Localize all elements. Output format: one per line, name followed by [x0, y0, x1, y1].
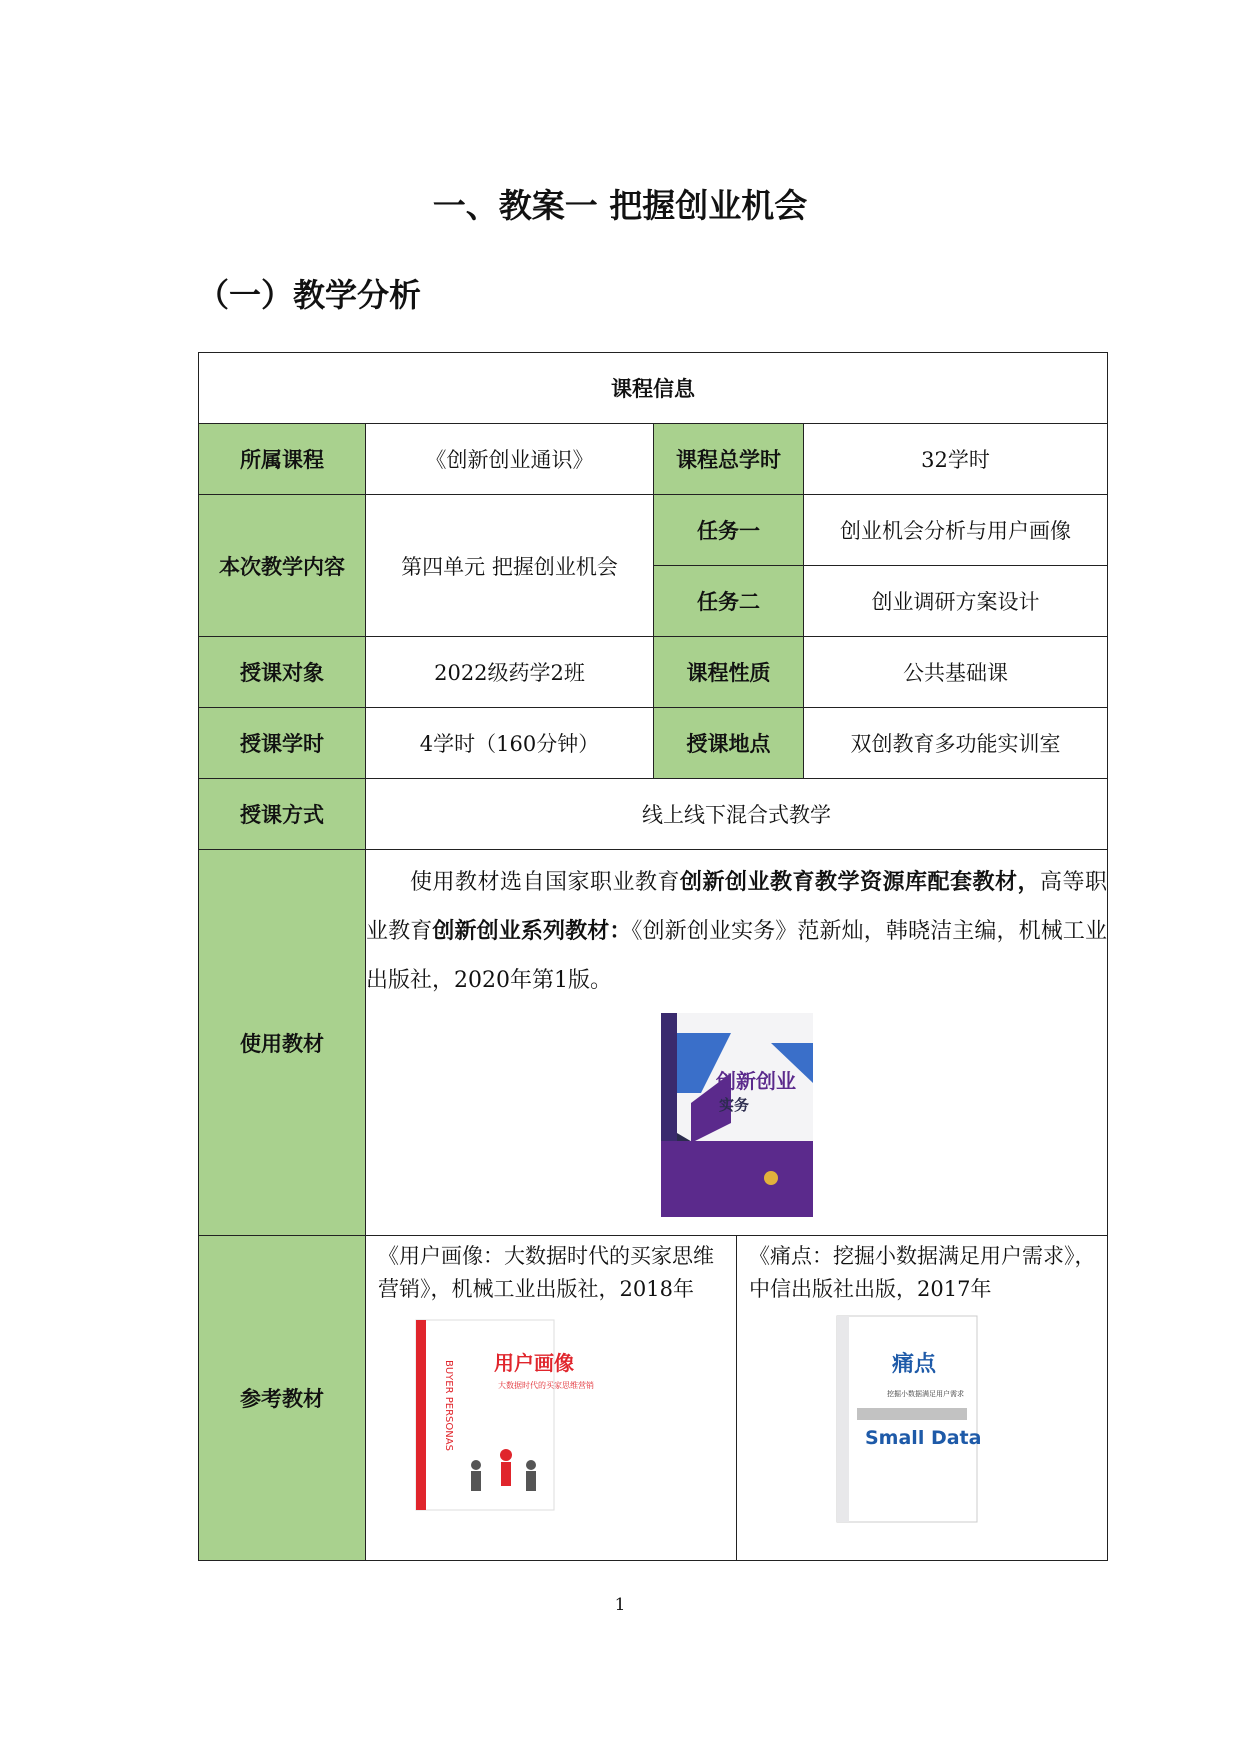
- place-value: 双创教育多功能实训室: [804, 708, 1108, 779]
- target-label: 授课对象: [199, 637, 366, 708]
- svg-text:痛点: 痛点: [892, 1352, 937, 1377]
- place-label: 授课地点: [654, 708, 804, 779]
- svg-text:BUYER PERSONAS: BUYER PERSONAS: [443, 1360, 454, 1451]
- ref2-book-cover: [837, 1316, 982, 1522]
- task1-label: 任务一: [654, 495, 804, 566]
- reference-book-2: [737, 1236, 1108, 1560]
- course-value: 《创新创业通识》: [366, 424, 654, 495]
- svg-text:实务: 实务: [718, 1096, 749, 1114]
- table-header: 课程信息: [199, 353, 1108, 424]
- textbook-label: 使用教材: [199, 850, 366, 1236]
- reference-books: [366, 1236, 1107, 1560]
- svg-text:创新创业: 创新创业: [715, 1069, 796, 1093]
- ref2-text: 《痛点：挖掘小数据满足用户需求》，中信出版社出版，2017年: [749, 1244, 1096, 1301]
- svg-text:Small Data: Small Data: [865, 1427, 982, 1449]
- task2-value: 创业调研方案设计: [804, 566, 1108, 637]
- period-label: 授课学时: [199, 708, 366, 779]
- task1-value: 创业机会分析与用户画像: [804, 495, 1108, 566]
- reference-cell: [366, 1236, 1108, 1561]
- course-label: 所属课程: [199, 424, 366, 495]
- course-info-table: [198, 352, 1108, 1561]
- ref1-book-cover: [416, 1320, 594, 1510]
- ref1-text: 《用户画像：大数据时代的买家思维营销》，机械工业出版社，2018年: [378, 1244, 714, 1301]
- reference-book-1: [366, 1236, 737, 1560]
- svg-text:挖掘小数据满足用户需求: 挖掘小数据满足用户需求: [887, 1390, 964, 1398]
- nature-value: 公共基础课: [804, 637, 1108, 708]
- method-label: 授课方式: [199, 779, 366, 850]
- nature-label: 课程性质: [654, 637, 804, 708]
- svg-text:大数据时代的买家思维营销: 大数据时代的买家思维营销: [498, 1381, 594, 1390]
- svg-text:用户画像: 用户画像: [494, 1351, 574, 1375]
- target-value: 2022级药学2班: [366, 637, 654, 708]
- page-number: 1: [614, 1595, 626, 1615]
- page-title: 一、教案一 把握创业机会: [432, 186, 808, 225]
- reference-label: 参考教材: [199, 1236, 366, 1561]
- method-value: 线上线下混合式教学: [366, 779, 1108, 850]
- content-label: 本次教学内容: [199, 495, 366, 637]
- section-title: （一）教学分析: [197, 276, 422, 314]
- task2-label: 任务二: [654, 566, 804, 637]
- textbook-cell: [366, 850, 1108, 1236]
- main-textbook-cover: [661, 1013, 813, 1217]
- content-value: 第四单元 把握创业机会: [366, 495, 654, 637]
- period-value: 4学时（160分钟）: [366, 708, 654, 779]
- hours-value: 32学时: [804, 424, 1108, 495]
- textbook-paragraph: 使用教材选自国家职业教育创新创业教育教学资源库配套教材，高等职业教育创新创业系列教材：《创新创业实务》范新灿，韩晓洁主编，机械工业出版社，2020年第1版。: [366, 870, 1107, 993]
- hours-label: 课程总学时: [654, 424, 804, 495]
